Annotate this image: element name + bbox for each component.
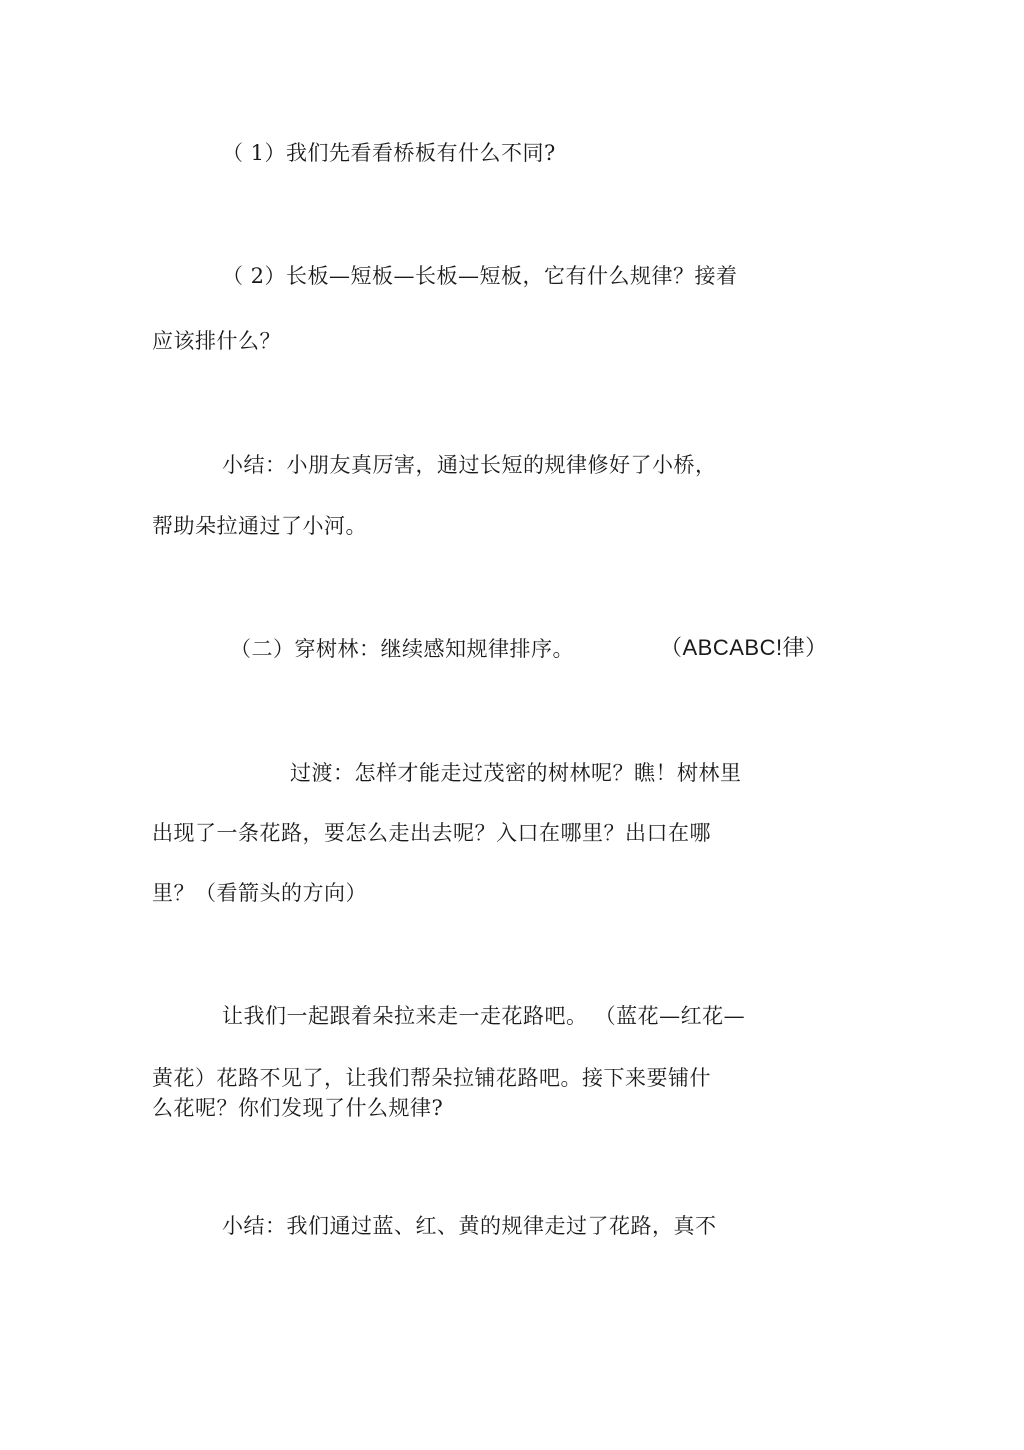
text-line-10: 让我们一起跟着朵拉来走一走花路吧。 （蓝花—红花—	[222, 1004, 746, 1028]
text-line-4: 小结：小朋友真厉害，通过长短的规律修好了小桥，	[222, 453, 717, 477]
section-heading-note: （ABCABC!律）	[660, 635, 828, 660]
text-line-12: 么花呢？你们发现了什么规律?	[152, 1096, 444, 1120]
text-line-3: 应该排什么？	[152, 329, 281, 353]
text-line-7: 过渡：怎样才能走过茂密的树林呢？瞧！树林里	[290, 761, 742, 785]
text-line-9: 里？（看箭头的方向）	[152, 881, 367, 905]
text-line-13: 小结：我们通过蓝、红、黄的规律走过了花路，真不	[222, 1214, 717, 1238]
text-line-5: 帮助朵拉通过了小河。	[152, 514, 367, 538]
text-line-2: （ 2）长板—短板—长板—短板，它有什么规律？接着	[222, 264, 738, 288]
text-line-8: 出现了一条花路，要怎么走出去呢？入口在哪里？出口在哪	[152, 821, 711, 845]
section-heading: （二）穿树林：继续感知规律排序。	[230, 637, 574, 661]
text-line-11: 黄花）花路不见了，让我们帮朵拉铺花路吧。接下来要铺什	[152, 1066, 711, 1090]
text-line-1: （ 1）我们先看看桥板有什么不同?	[222, 141, 556, 165]
